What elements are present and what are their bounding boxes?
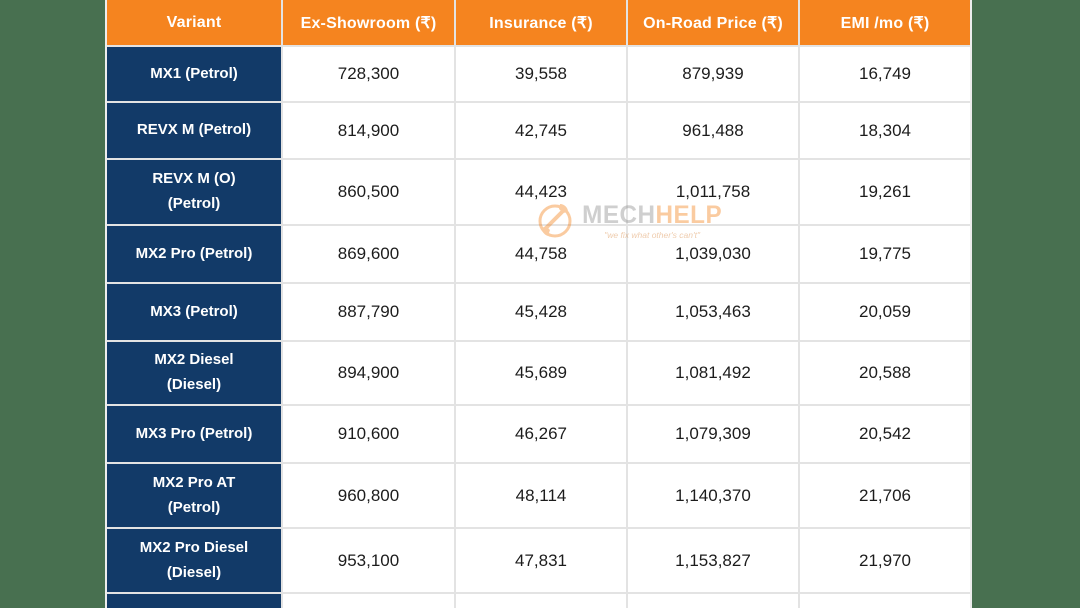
variant-cell — [107, 160, 281, 224]
variant-label: MX2 Diesel — [154, 351, 234, 369]
variant-label: MX2 Pro AT — [152, 473, 236, 491]
variant-label: MX1 (Petrol) — [150, 64, 238, 82]
variant-cell — [107, 464, 281, 527]
variant-label-line2: (Diesel) — [166, 563, 222, 581]
brand-tagline: "we fix what other's can't" — [604, 230, 701, 240]
variant-cell — [107, 529, 281, 592]
emi-value: 21,706 — [800, 464, 970, 527]
insurance-value — [456, 594, 626, 608]
insurance-value: 46,267 — [456, 406, 626, 462]
ex-showroom-value: 960,800 — [283, 464, 454, 527]
variant-label: REVX M (Petrol) — [136, 121, 252, 139]
emi-value: 20,059 — [800, 284, 970, 340]
insurance-value: 44,758 — [456, 226, 626, 282]
emi-value: 19,261 — [800, 160, 970, 224]
variant-cell — [107, 342, 281, 404]
variant-label-line2: (Petrol) — [167, 498, 221, 516]
ex-showroom-value: 910,600 — [283, 406, 454, 462]
on-road-price-value: 1,081,492 — [628, 342, 798, 404]
insurance-value: 39,558 — [456, 47, 626, 101]
header-on-road-price: On-Road Price (₹) — [628, 0, 798, 45]
on-road-price-value: 1,039,030 — [628, 226, 798, 282]
on-road-price-value: 1,011,758 — [628, 160, 798, 224]
ex-showroom-value: 869,600 — [283, 226, 454, 282]
emi-value: 18,304 — [800, 103, 970, 158]
variant-cell — [107, 47, 281, 101]
brand-help: HELP — [655, 201, 723, 229]
emi-value: 16,749 — [800, 47, 970, 101]
variant-price-table — [105, 0, 972, 608]
on-road-price-value: 1,153,827 — [628, 529, 798, 592]
on-road-price-value: 961,488 — [628, 103, 798, 158]
header-emi: EMI /mo (₹) — [800, 0, 970, 45]
variant-label: MX3 (Petrol) — [150, 302, 238, 320]
variant-label: MX2 Pro Diesel — [139, 538, 249, 556]
variant-cell — [107, 284, 281, 340]
variant-label: REVX M (O) — [152, 170, 236, 188]
header-ex-showroom: Ex-Showroom (₹) — [283, 0, 454, 45]
insurance-value: 42,745 — [456, 103, 626, 158]
ex-showroom-value: 894,900 — [283, 342, 454, 404]
ex-showroom-value: 728,300 — [283, 47, 454, 101]
variant-label-line2: (Diesel) — [166, 376, 222, 393]
variant-cell — [107, 406, 281, 462]
emi-value: 20,588 — [800, 342, 970, 404]
emi-value: 21,970 — [800, 529, 970, 592]
ex-showroom-value: 953,100 — [283, 529, 454, 592]
insurance-value: 48,114 — [456, 464, 626, 527]
variant-cell — [107, 594, 281, 608]
header-variant: Variant — [107, 0, 281, 45]
ex-showroom-value — [283, 594, 454, 608]
ex-showroom-value: 814,900 — [283, 103, 454, 158]
on-road-price-value: 879,939 — [628, 47, 798, 101]
insurance-value: 45,689 — [456, 342, 626, 404]
ex-showroom-value: 887,790 — [283, 284, 454, 340]
emi-value: 19,775 — [800, 226, 970, 282]
variant-label-line2: (Petrol) — [167, 195, 221, 212]
variant-label: MX3 Pro (Petrol) — [135, 424, 253, 442]
on-road-price-value: 1,140,370 — [628, 464, 798, 527]
on-road-price-value: 1,079,309 — [628, 406, 798, 462]
insurance-value: 44,423 — [456, 160, 626, 224]
on-road-price-value: 1,053,463 — [628, 284, 798, 340]
variant-cell — [107, 103, 281, 158]
variant-label: MX2 Pro (Petrol) — [135, 244, 253, 262]
emi-value: 20,542 — [800, 406, 970, 462]
on-road-price-value — [628, 594, 798, 608]
variant-cell — [107, 226, 281, 282]
brand-mech: MECH — [582, 201, 656, 229]
insurance-value: 47,831 — [456, 529, 626, 592]
insurance-value: 45,428 — [456, 284, 626, 340]
emi-value — [800, 594, 970, 608]
ex-showroom-value: 860,500 — [283, 160, 454, 224]
header-insurance: Insurance (₹) — [456, 0, 626, 45]
